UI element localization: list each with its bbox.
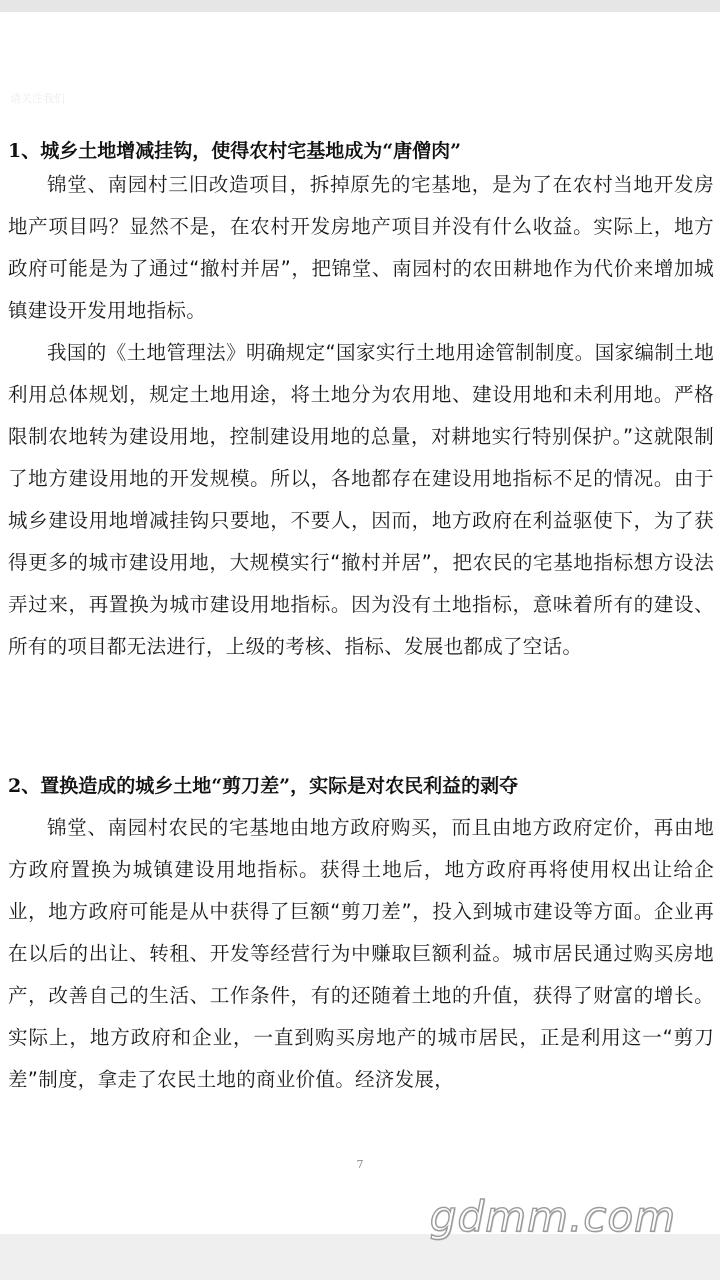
document-page[interactable] <box>0 12 720 1234</box>
site-watermark: gdmm.com <box>429 1192 676 1241</box>
section-2-paragraph-1: 锦堂、南园村农民的宅基地由地方政府购买，而且由地方政府定价，再由地方政府置换为城镇建设用地指标。获得土地后，地方政府再将使用权出让给企业，地方政府可能是从中获得了巨额“剪刀差”，投入到城市建设等方面。企业再在以后的出让、转租、开发等经营行为中赚取巨额利益。城市居民通过购买房地产，改善自己的生活、工作条件，有的还随着土地的升值，获得了财富的增长。实际上，地方政府和企业，一直到购买房地产的城市居民，正是利用这一“剪刀差”制度，拿走了农民土地的商业价值。经济发展， <box>8 816 714 1091</box>
section-1-paragraph-2: 我国的《土地管理法》明确规定“国家实行土地用途管制制度。国家编制土地利用总体规划，规定土地用途，将土地分为农用地、建设用地和未利用地。严格限制农地转为建设用地，控制建设用地的总量，对耕地实行特别保护。”这就限制了地方建设用地的开发规模。所以，各地都存在建设用地指标不足的情况。由于城乡建设用地增减挂钩只要地，不要人，因而，地方政府在利益驱使下，为了获得更多的城市建设用地，大规模实行“撤村并居”，把农民的宅基地指标想方设法弄过来，再置换为城市建设用地指标。因为没有土地指标，意味着所有的建设、所有的项目都无法进行，上级的考核、指标、发展也都成了空话。 <box>8 341 714 658</box>
top-divider <box>0 0 720 12</box>
section-1-paragraph-1: 锦堂、南园村三旧改造项目，拆掉原先的宅基地，是为了在农村当地开发房地产项目吗？显然不是，在农村开发房地产项目并没有什么收益。实际上，地方政府可能是为了通过“撤村并居”，把锦堂、南园村的农田耕地作为代价来增加城镇建设开发用地指标。 <box>8 173 714 322</box>
page-number: 7 <box>356 1158 364 1171</box>
faint-page-header: 请关注我们 <box>10 92 65 105</box>
section-2-heading: 2、置换造成的城乡土地“剪刀差”，实际是对农民利益的剥夺 <box>8 775 519 797</box>
section-1-heading: 1、城乡土地增减挂钩，使得农村宅基地成为“唐僧肉” <box>8 140 462 162</box>
